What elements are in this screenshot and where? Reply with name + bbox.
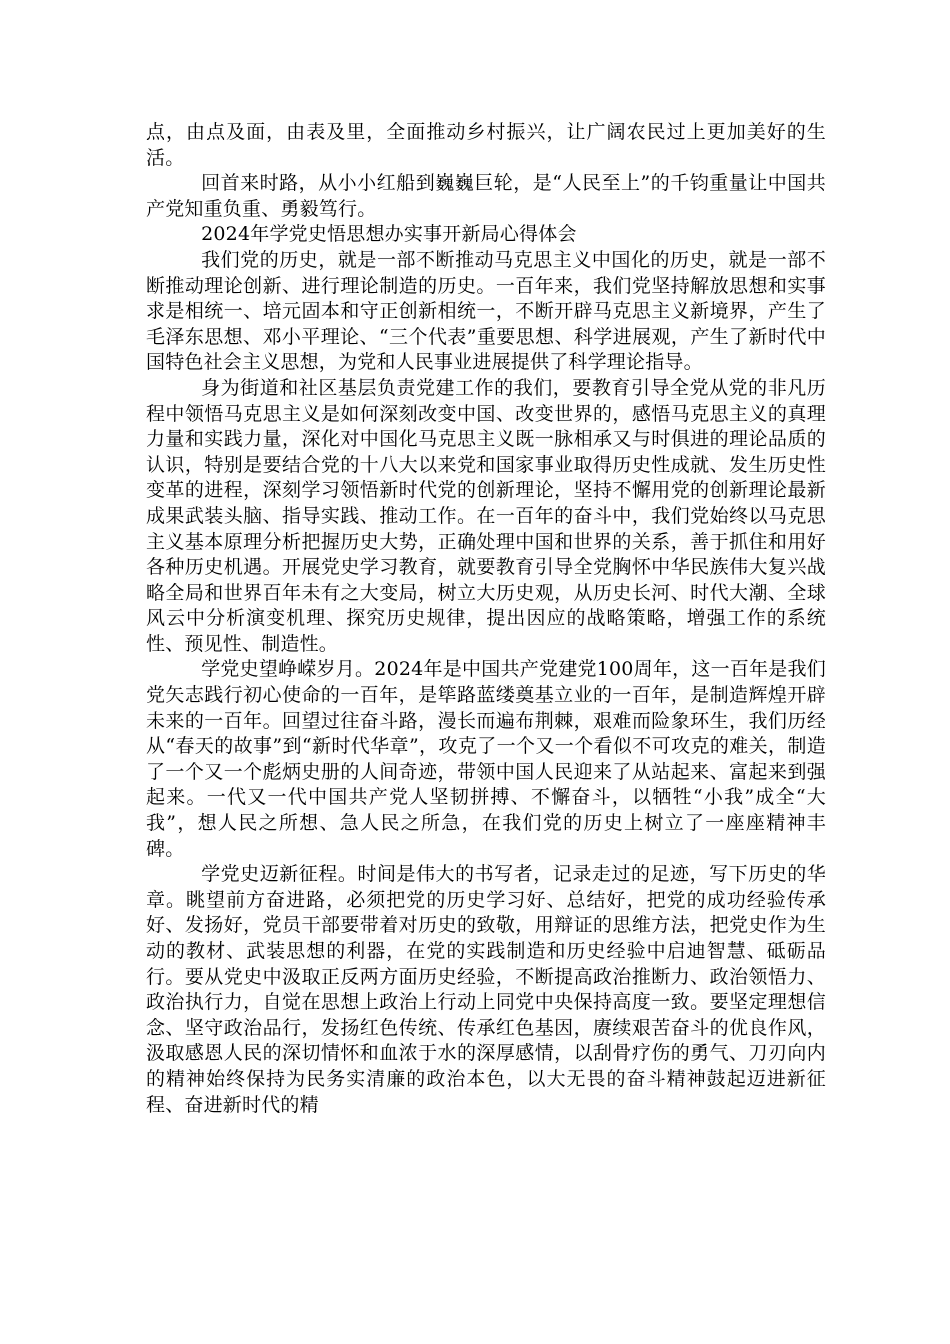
paragraph: 身为街道和社区基层负责党建工作的我们，要教育引导全党从党的非凡历程中领悟马克思主义是如何深刻改变中国、改变世界的，感悟马克思主义的真理力量和实践力量，深化对中国化马克思主义既一脉相承又与时俱进的理论品质的认识，特别是要结合党的十八大以来党和国家事业取得历史性成就、发生历史性变革的进程，深刻学习领悟新时代党的创新理论，坚持不懈用党的创新理论最新成果武装头脑、指导实践、推动工作。在一百年的奋斗中，我们党始终以马克思主义基本原理分析把握历史大势，正确处理中国和世界的关系，善于抓住和用好各种历史机遇。开展党史学习教育，就要教育引导全党胸怀中华民族伟大复兴战略全局和世界百年未有之大变局，树立大历史观，从历史长河、时代大潮、全球风云中分析演变机理、探究历史规律，提出因应的战略策略，增强工作的系统性、预见性、制造性。 — [146, 376, 826, 655]
paragraph: 2024年学党史悟思想办实事开新局心得体会 — [201, 223, 577, 246]
paragraph: 学党史望峥嵘岁月。2024年是中国共产党建党100周年，这一百年是我们党矢志践行初心使命的一百年，是筚路蓝缕奠基立业的一百年，是制造辉煌开辟未来的一百年。回望过往奋斗路，漫长而遍布荆棘，艰难而险象环生，我们历经从“春天的故事”到“新时代华章”，攻克了一个又一个看似不可攻克的难关，制造了一个又一个彪炳史册的人间奇迹，带领中国人民迎来了从站起来、富起来到强起来。一代又一代中国共产党人坚韧拼搏、不懈奋斗，以牺牲“小我”成全“大我”，想人民之所想、急人民之所急，在我们党的历史上树立了一座座精神丰碑。 — [146, 658, 826, 860]
paragraph: 学党史迈新征程。时间是伟大的书写者，记录走过的足迹，写下历史的华章。眺望前方奋进路，必须把党的历史学习好、总结好，把党的成功经验传承好、发扬好，党员干部要带着对历史的致敬，用辩证的思维方法，把党史作为生动的教材、武装思想的利器，在党的实践制造和历史经验中启迪智慧、砥砺品行。要从党史中汲取正反两方面历史经验，不断提高政治推断力、政治领悟力、政治执行力，自觉在思想上政治上行动上同党中央保持高度一致。要坚定理想信念、坚守政治品行，发扬红色传统、传承红色基因，赓续艰苦奋斗的优良作风，汲取感恩人民的深切情怀和血浓于水的深厚感情，以刮骨疗伤的勇气、刀刃向内的精神始终保持为民务实清廉的政治本色，以大无畏的奋斗精神鼓起迈进新征程、奋进新时代的精 — [146, 863, 826, 1116]
paragraph: 我们党的历史，就是一部不断推动马克思主义中国化的历史，就是一部不断推动理论创新、进行理论制造的历史。一百年来，我们党坚持解放思想和实事求是相统一、培元固本和守正创新相统一，不断开辟马克思主义新境界，产生了毛泽东思想、邓小平理论、“三个代表”重要思想、科学进展观，产生了新时代中国特色社会主义思想，为党和人民事业进展提供了科学理论指导。 — [146, 248, 826, 374]
paragraph: 点，由点及面，由表及里，全面推动乡村振兴，让广阔农民过上更加美好的生活。 — [146, 121, 826, 169]
document-body — [146, 120, 826, 1118]
paragraph: 回首来时路，从小小红船到巍巍巨轮，是“人民至上”的千钧重量让中国共产党知重负重、勇毅笃行。 — [146, 172, 826, 220]
